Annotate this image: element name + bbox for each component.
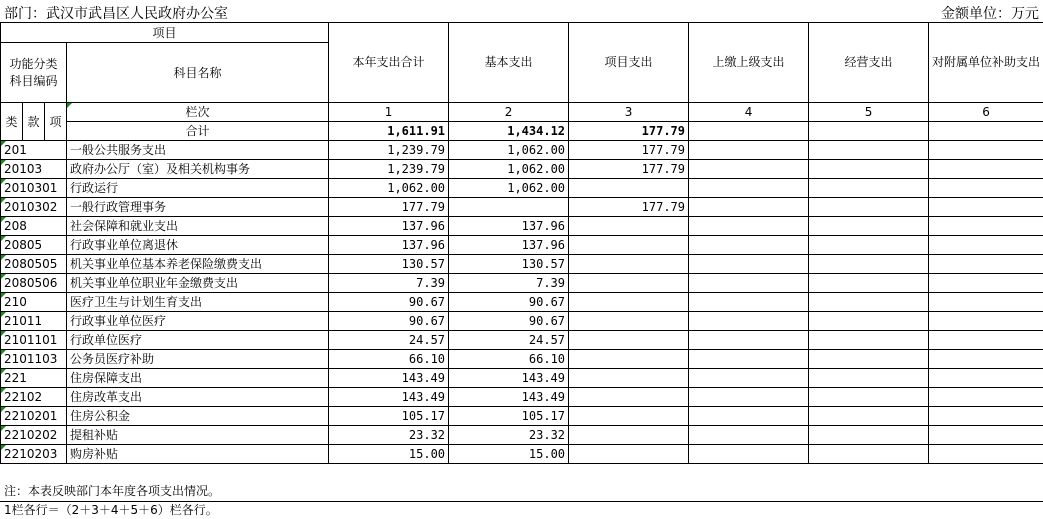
row-subject-name: 政府办公厅（室）及相关机构事务: [67, 160, 329, 179]
column-number-4: 4: [689, 103, 809, 122]
row-operating: [809, 350, 929, 369]
row-upper: [689, 255, 809, 274]
table-note: 注：本表反映部门本年度各项支出情况。: [0, 482, 1043, 502]
total-row-basic: 1,434.12: [449, 122, 569, 141]
total-row-total: 1,611.91: [329, 122, 449, 141]
row-basic: 90.67: [449, 293, 569, 312]
table-row: [1, 388, 1043, 407]
row-project: 177.79: [569, 141, 689, 160]
row-total: 137.96: [329, 236, 449, 255]
row-operating: [809, 388, 929, 407]
table-row: [1, 312, 1043, 331]
table-row: [1, 179, 1043, 198]
col-header-basic: 基本支出: [449, 23, 569, 103]
row-operating: [809, 369, 929, 388]
row-subject-name: 行政事业单位离退休: [67, 236, 329, 255]
project-group-header: 项目: [1, 23, 329, 43]
row-total: 143.49: [329, 388, 449, 407]
row-upper: [689, 388, 809, 407]
row-project: [569, 331, 689, 350]
column-number-1: 1: [329, 103, 449, 122]
row-operating: [809, 255, 929, 274]
department-label: 部门：武汉市武昌区人民政府办公室: [4, 6, 228, 22]
row-code: 21011: [1, 312, 67, 331]
row-operating: [809, 445, 929, 464]
row-code: 2101103: [1, 350, 67, 369]
row-subject-name: 住房公积金: [67, 407, 329, 426]
table-row: [1, 445, 1043, 464]
col-header-func-code: 功能分类科目编码: [1, 43, 67, 103]
table-row: [1, 274, 1043, 293]
row-subsidy: [929, 274, 1043, 293]
row-subsidy: [929, 426, 1043, 445]
row-subsidy: [929, 445, 1043, 464]
row-operating: [809, 274, 929, 293]
row-subject-name: 社会保障和就业支出: [67, 217, 329, 236]
row-basic: 15.00: [449, 445, 569, 464]
total-row-project: 177.79: [569, 122, 689, 141]
row-upper: [689, 445, 809, 464]
column-number-2: 2: [449, 103, 569, 122]
row-total: 90.67: [329, 312, 449, 331]
column-number-6: 6: [929, 103, 1043, 122]
row-subject-name: 提租补贴: [67, 426, 329, 445]
row-project: [569, 293, 689, 312]
amount-unit-label: 金额单位：万元: [941, 6, 1039, 22]
row-upper: [689, 407, 809, 426]
row-project: [569, 274, 689, 293]
row-subject-name: 行政单位医疗: [67, 331, 329, 350]
row-total: 1,062.00: [329, 179, 449, 198]
row-operating: [809, 331, 929, 350]
row-code: 2080505: [1, 255, 67, 274]
row-operating: [809, 217, 929, 236]
col-header-xiang: 项: [45, 103, 67, 141]
row-operating: [809, 141, 929, 160]
row-project: [569, 426, 689, 445]
row-project: [569, 312, 689, 331]
row-upper: [689, 426, 809, 445]
row-project: [569, 217, 689, 236]
row-subject-name: 购房补贴: [67, 445, 329, 464]
row-operating: [809, 293, 929, 312]
row-basic: 1,062.00: [449, 179, 569, 198]
col-header-kuan: 款: [23, 103, 45, 141]
row-operating: [809, 160, 929, 179]
row-upper: [689, 217, 809, 236]
row-code: 2010302: [1, 198, 67, 217]
row-operating: [809, 198, 929, 217]
row-code: 2210202: [1, 426, 67, 445]
row-total: 7.39: [329, 274, 449, 293]
table-row: [1, 407, 1043, 426]
row-subject-name: 住房保障支出: [67, 369, 329, 388]
col-header-lei: 类: [1, 103, 23, 141]
row-upper: [689, 293, 809, 312]
row-total: 24.57: [329, 331, 449, 350]
row-upper: [689, 369, 809, 388]
row-code: 2080506: [1, 274, 67, 293]
col-header-subject-name: 科目名称: [67, 43, 329, 103]
row-upper: [689, 331, 809, 350]
row-code: 2210203: [1, 445, 67, 464]
row-operating: [809, 179, 929, 198]
formula-note: 1栏各行＝（2＋3＋4＋5＋6）栏各行。: [4, 503, 218, 517]
row-project: [569, 236, 689, 255]
row-subject-name: 住房改革支出: [67, 388, 329, 407]
row-basic: 23.32: [449, 426, 569, 445]
row-code: 221: [1, 369, 67, 388]
row-subsidy: [929, 198, 1043, 217]
total-row-label: 合计: [67, 122, 329, 141]
total-row-subsidy: [929, 122, 1043, 141]
row-subject-name: 公务员医疗补助: [67, 350, 329, 369]
row-basic: 130.57: [449, 255, 569, 274]
row-subject-name: 机关事业单位基本养老保险缴费支出: [67, 255, 329, 274]
col-header-project: 项目支出: [569, 23, 689, 103]
total-row-operating: [809, 122, 929, 141]
row-upper: [689, 350, 809, 369]
row-subsidy: [929, 331, 1043, 350]
row-subject-name: 机关事业单位职业年金缴费支出: [67, 274, 329, 293]
row-basic: 105.17: [449, 407, 569, 426]
row-subsidy: [929, 407, 1043, 426]
table-row: [1, 350, 1043, 369]
row-code: 201: [1, 141, 67, 160]
row-subject-name: 行政运行: [67, 179, 329, 198]
row-basic: 7.39: [449, 274, 569, 293]
row-project: [569, 407, 689, 426]
report-header: [0, 0, 1043, 22]
column-number-label: 栏次: [67, 103, 329, 122]
row-subsidy: [929, 350, 1043, 369]
row-total: 23.32: [329, 426, 449, 445]
row-basic: 143.49: [449, 369, 569, 388]
row-project: [569, 179, 689, 198]
row-upper: [689, 141, 809, 160]
row-project: [569, 388, 689, 407]
column-number-3: 3: [569, 103, 689, 122]
expenditure-table: [0, 22, 1043, 464]
row-total: 90.67: [329, 293, 449, 312]
table-row: [1, 198, 1043, 217]
row-project: [569, 255, 689, 274]
row-basic: 137.96: [449, 236, 569, 255]
row-total: 130.57: [329, 255, 449, 274]
row-operating: [809, 312, 929, 331]
row-code: 210: [1, 293, 67, 312]
row-basic: 143.49: [449, 388, 569, 407]
row-upper: [689, 236, 809, 255]
col-header-upper: 上缴上级支出: [689, 23, 809, 103]
row-basic: [449, 198, 569, 217]
row-upper: [689, 160, 809, 179]
col-header-total: 本年支出合计: [329, 23, 449, 103]
column-number-5: 5: [809, 103, 929, 122]
row-total: 1,239.79: [329, 160, 449, 179]
table-row: [1, 426, 1043, 445]
table-row: [1, 160, 1043, 179]
row-project: [569, 445, 689, 464]
table-row: [1, 141, 1043, 160]
row-subject-name: 行政事业单位医疗: [67, 312, 329, 331]
row-basic: 1,062.00: [449, 160, 569, 179]
table-row: [1, 255, 1043, 274]
table-row: [1, 217, 1043, 236]
row-subject-name: 一般公共服务支出: [67, 141, 329, 160]
row-subsidy: [929, 388, 1043, 407]
row-basic: 66.10: [449, 350, 569, 369]
row-operating: [809, 426, 929, 445]
row-subsidy: [929, 236, 1043, 255]
row-code: 20103: [1, 160, 67, 179]
row-project: [569, 369, 689, 388]
row-total: 177.79: [329, 198, 449, 217]
table-row: [1, 293, 1043, 312]
row-subject-name: 一般行政管理事务: [67, 198, 329, 217]
row-subsidy: [929, 293, 1043, 312]
row-total: 15.00: [329, 445, 449, 464]
row-project: 177.79: [569, 198, 689, 217]
col-header-subsidy: 对附属单位补助支出: [929, 23, 1043, 103]
row-code: 2101101: [1, 331, 67, 350]
row-operating: [809, 407, 929, 426]
row-subsidy: [929, 141, 1043, 160]
row-subsidy: [929, 312, 1043, 331]
row-code: 22102: [1, 388, 67, 407]
table-row: [1, 236, 1043, 255]
row-operating: [809, 236, 929, 255]
row-total: 143.49: [329, 369, 449, 388]
row-subsidy: [929, 160, 1043, 179]
row-subject-name: 医疗卫生与计划生育支出: [67, 293, 329, 312]
row-total: 1,239.79: [329, 141, 449, 160]
row-basic: 90.67: [449, 312, 569, 331]
table-row: [1, 369, 1043, 388]
row-subsidy: [929, 369, 1043, 388]
row-upper: [689, 179, 809, 198]
row-code: 208: [1, 217, 67, 236]
col-header-operating: 经营支出: [809, 23, 929, 103]
row-basic: 1,062.00: [449, 141, 569, 160]
row-total: 66.10: [329, 350, 449, 369]
row-basic: 24.57: [449, 331, 569, 350]
row-subsidy: [929, 179, 1043, 198]
row-subsidy: [929, 255, 1043, 274]
row-code: 2010301: [1, 179, 67, 198]
row-project: 177.79: [569, 160, 689, 179]
row-project: [569, 350, 689, 369]
row-upper: [689, 274, 809, 293]
row-subsidy: [929, 217, 1043, 236]
row-upper: [689, 312, 809, 331]
row-basic: 137.96: [449, 217, 569, 236]
row-code: 20805: [1, 236, 67, 255]
table-row: [1, 331, 1043, 350]
row-code: 2210201: [1, 407, 67, 426]
row-total: 137.96: [329, 217, 449, 236]
row-total: 105.17: [329, 407, 449, 426]
total-row-upper: [689, 122, 809, 141]
row-upper: [689, 198, 809, 217]
